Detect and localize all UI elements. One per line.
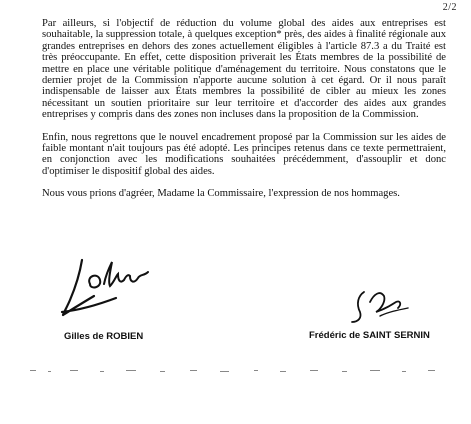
closing-formula: Nous vous prions d'agréer, Madame la Commissaire, l'expression de nos hommages. (42, 188, 400, 200)
paragraph-regional-aid: Par ailleurs, si l'objectif de réduction du volume global des aides aux entreprises est souhaitable, la suppression totale, à quelques exception* près, des aides à finalité régionale aux grandes entreprises en dehors des zones actuellement éligibles à l'article 87.3 a du Traité est très préoccupante. En effet, cette disposition priverait les États membres de la possibilité de mettre en place une véritable politique d'aménagement du territoire. Nous constatons que le dernier projet de la Commission n'apporte aucune solution à cet égard. Or il nous paraît indispensable de laisser aux États membres la possibilité de cibler au mieux les zones nécessitant un soutien prioritaire sur leur territoire et d'accorder des aides aux grandes entreprises y compris dans des zones non incluses dans la proposition de la Commission. (42, 18, 446, 121)
signature-left-image (60, 254, 170, 318)
scan-artifact-line (30, 369, 450, 373)
signatory-right-name: Frédéric de SAINT SERNIN (309, 330, 430, 341)
paragraph-small-aid: Enfin, nous regrettons que le nouvel encadrement proposé par la Commission sur les aides de faible montant n'ait toujours pas été adopté. Les principes retenus dans ce texte permettraient, en conjonction avec les modifications souhaitées précédemment, d'assouplir et donc d'optimiser le dispositif global des aides. (42, 131, 446, 177)
signature-right-image (340, 282, 420, 326)
signatory-left-name: Gilles de ROBIEN (64, 331, 144, 342)
page-number: 2/2 (442, 2, 457, 13)
letter-body (42, 18, 446, 211)
